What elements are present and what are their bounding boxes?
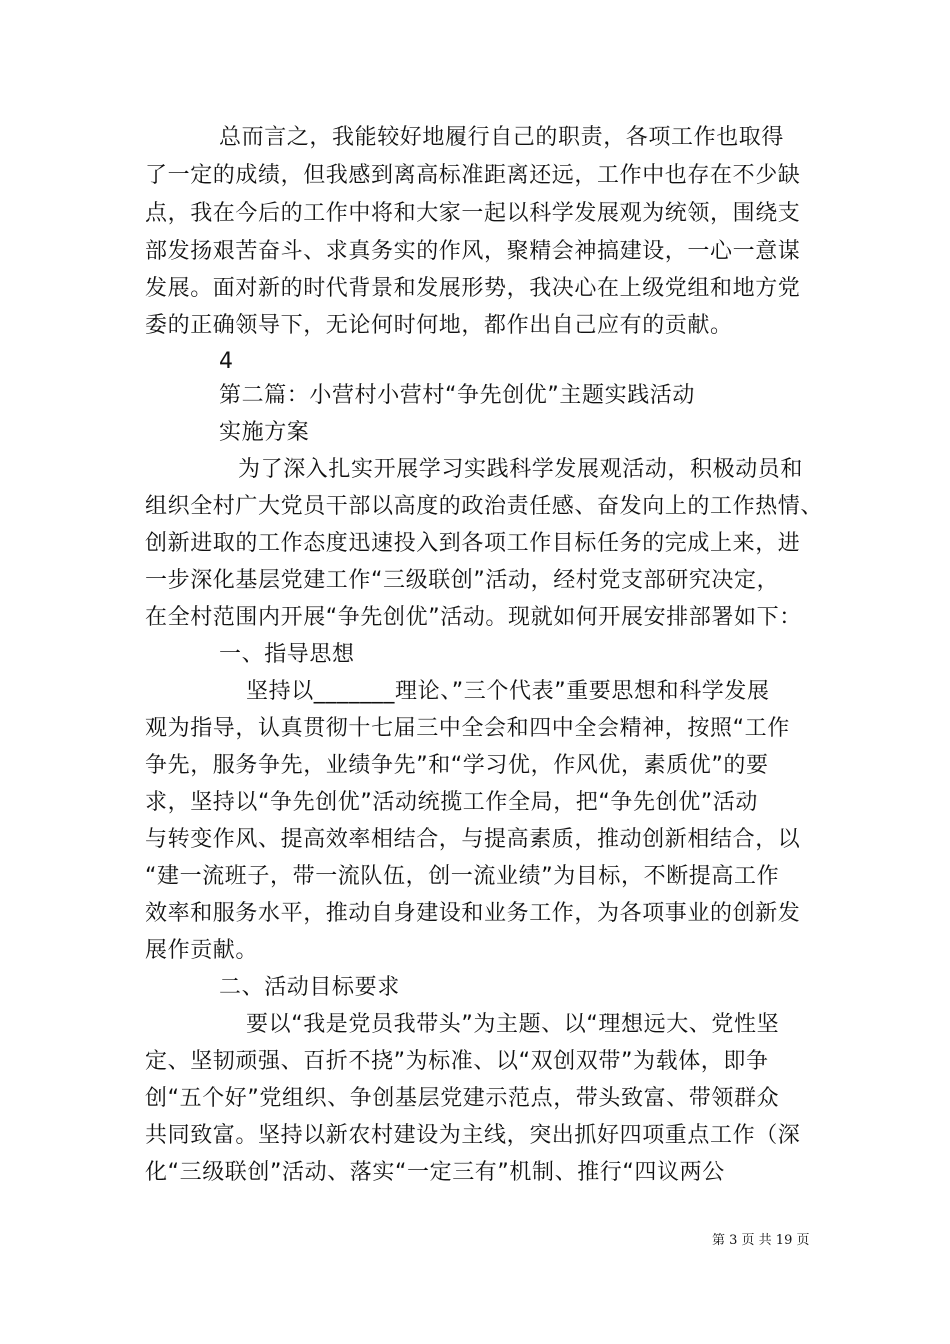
text-line: 总而言之，我能较好地履行自己的职责，各项工作也取得 xyxy=(219,125,785,150)
text-line: 为了深入扎实开展学习实践科学发展观活动，积极动员和 xyxy=(238,457,804,482)
text-line: 效率和服务水平，推动自身建设和业务工作，为各项事业的创新发 xyxy=(145,901,801,926)
text-line: 展作贡献。 xyxy=(145,938,259,963)
text-line: 化“三级联创”活动、落实“一定三有”机制、推行“四议两公 xyxy=(145,1160,725,1185)
text-line: 定、坚韧顽强、百折不挠”为标准、以“双创双带”为载体，即争 xyxy=(145,1049,769,1074)
text-line: 要以“我是党员我带头”为主题、以“理想远大、党性坚 xyxy=(246,1012,780,1037)
text-line: 共同致富。坚持以新农村建设为主线，突出抓好四项重点工作（深 xyxy=(145,1123,801,1148)
text-line: 创“五个好”党组织、争创基层党建示范点，带头致富、带领群众 xyxy=(145,1086,780,1111)
section-title: 第二篇：小营村小营村“争先创优”主题实践活动 xyxy=(219,383,695,408)
section-heading: 一、指导思想 xyxy=(219,642,355,667)
text-line: 组织全村广大党员干部以高度的政治责任感、奋发向上的工作热情、 xyxy=(145,494,824,519)
text-line: 一步深化基层党建工作“三级联创”活动，经村党支部研究决定， xyxy=(145,568,780,593)
text-line: 委的正确领导下，无论何时何地，都作出自己应有的贡献。 xyxy=(145,313,733,338)
section-title: 实施方案 xyxy=(219,420,310,445)
text-line: 观为指导，认真贯彻十七届三中全会和四中全会精神，按照“工作 xyxy=(145,716,790,741)
text-line: 部发扬艰苦奋斗、求真务实的作风，聚精会神搞建设，一心一意谋 xyxy=(145,239,801,264)
text-line: 发展。面对新的时代背景和发展形势，我决心在上级党组和地方党 xyxy=(145,276,801,301)
text-line: 了一定的成绩，但我感到离高标准距离还远，工作中也存在不少缺 xyxy=(145,163,801,188)
text-line: 创新进取的工作态度迅速投入到各项工作目标任务的完成上来，进 xyxy=(145,531,801,556)
text-line: 在全村范围内开展“争先创优”活动。现就如何开展安排部署如下： xyxy=(145,605,802,630)
text-line: 点，我在今后的工作中将和大家一起以科学发展观为统领，围绕支 xyxy=(145,201,801,226)
text-line: “建一流班子，带一流队伍，创一流业绩”为目标，不断提高工作 xyxy=(145,864,780,889)
page-marker: 4 xyxy=(219,349,234,374)
section-heading: 二、活动目标要求 xyxy=(219,975,400,1000)
text-line: 求，坚持以“争先创优”活动统揽工作全局，把“争先创优”活动 xyxy=(145,790,758,815)
text-line: 与转变作风、提高效率相结合，与提高素质，推动创新相结合，以 xyxy=(145,827,801,852)
page-footer: 第 3 页 共 19 页 xyxy=(712,1233,810,1248)
text-line: 争先，服务争先，业绩争先”和“学习优，作风优，素质优”的要 xyxy=(145,753,769,778)
text-line: 坚持以_______理论、”三个代表”重要思想和科学发展 xyxy=(246,679,770,704)
